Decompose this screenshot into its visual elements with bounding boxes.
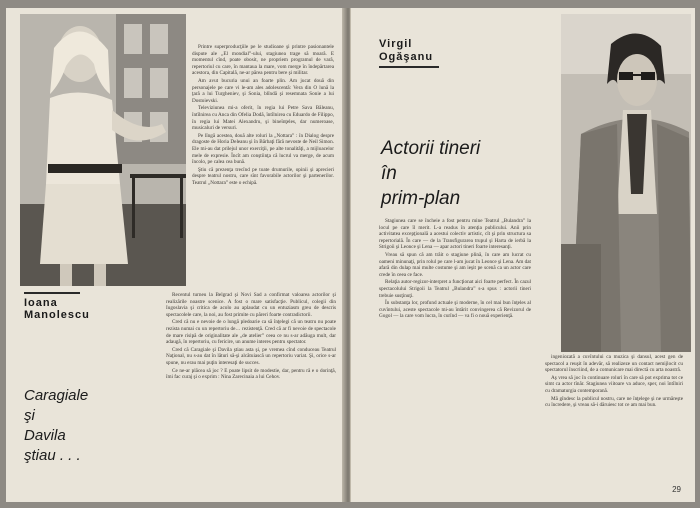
actor-photo-illustration [561,14,691,352]
author-first-name: Virgil [379,38,413,50]
author-last-name: Manolescu [24,309,90,321]
caption-rule [379,66,439,68]
paragraph: Televiziunea mi-a oferit, în regia lui Petre Sava Băleanu, întîlnirea cu Anca din Ofelia Dodă, întîlnirea cu Eduardo de Filippo, în regia lui Matei Alexandru, şi bineînţeles, dar numeroase, musicaluri de versuri. [192,105,334,132]
paragraph: Mă gîndesc la publicul nostru, care ne înţelege şi ne urmăreşte cu încredere, şi vreau să-i dăruiesc tot ce am mai bun. [545,395,683,409]
paragraph: Cred că Caragiale şi Davila ştiau asta şi, pe vremea cînd conduceau Teatrul Naţional, nu s-au dat în lături să-şi alcătuiască un repertoriu variat. Şi, orice s-ar spune, nu erau mai puţin interesaţi de succes. [166,346,336,366]
paragraph: Ce ne-ar plăcea să joc ? E poate lipsit de modestie, dar, pentru ră e o dorinţă, îmi fac curaj şi o exprim : Nina Zarecinaia a lui Cehov. [166,367,336,381]
paragraph: ingeniozată a cuvîntului ca muzica şi dansul, acest gen de spectacol a reuşit în adevăr, să realizeze un contact nemijlocit cu spectatorul înscriind, de a comunicare mai directă cu arta noastră. [545,354,683,374]
headline-line: ştiau . . . [24,447,81,464]
paragraph: Relaţia autor-regizor-interpret a funcţionat aici foarte perfect. În cazul spectacolului Strigoii la Teatrul „Bulandra” s-a spus : actorii tineri trebuie susţinuţi. [379,279,531,299]
article-column-main [379,218,531,498]
article-column-top [192,44,334,294]
author-first-name: Ioana [24,297,58,309]
author-caption [24,292,144,321]
caption-rule [24,292,80,294]
paragraph: Stagiunea care se încheie a fost pentru mine Teatrul „Bulandra” la locul pe care îl merit. L-a readus în atenţia publicului. Anii prin activitatea excepţională a acestui colectiv artistic, cît şi prin structura sa repertorială. În care — de la Transfigurarea trupul şi Harta de ierbă la Strigoii şi Leonce şi Lena — apar actori tineri foarte interesanţi. [379,218,531,251]
headline-line: Actorii tineri [381,138,481,159]
author-last-name: Ogăşanu [379,51,434,63]
paragraph: Printre superproducţiile pe le studioane şi printre pasionantele dispute ale „El mondial”-ului, stagiunea trage să moară. E momentul cînd, poate obosit, ne propriem programul de vară, repertoriul cu care, în mantaua la mare, vom merge în îndepărtarea acestora, din Capitală, ne-ar părea pentru bere şi militar. [192,44,334,77]
article-column-lower [545,354,683,484]
paragraph: Recentul turneu la Belgrad şi Novi Sad a confirmat valoarea actorilor şi realizările noastre scenice. A fost o mare satisfacţie. Publicul, colegii din Iugoslavia şi critica de acolo au aplaudat cu un entuziasm greu de descris spectacolele care, la noi, au fost primite cu păreri foarte contradictorii. [166,292,336,318]
paragraph: Pe lîngă acestea, două alte roluri la „Nottara” : în Dialog despre dragoste de Horia Deleanu şi în Bărbaţi fără nevoste de Neil Simon. Ele mi-au dat prilejul unor exerciţii, pe alte tonalităţi, a mijloacelor mele de expresie. Încît am conştiinţa că lucrul va merge, de acum încolo, pe calea cea bună. [192,132,334,166]
right-page [350,8,695,502]
actor-photo [561,14,691,352]
page-number: 29 [672,485,681,494]
headline-line: în [381,163,397,184]
author-caption [379,38,439,68]
paragraph: Aş vrea să joc în continuare roluri în care să pot exprima tot ce simt ca actor tînăr. Stagiunea viitoare va aduce, sper, noi întîlniri cu dramaturgia contemporană. [545,374,683,394]
actress-photo [20,14,186,286]
actress-photo-illustration [20,14,186,286]
paragraph: Am avut bucuria unui an foarte plin. Am jucat două din personajele pe care vi le-am ales adolescentă: Vera din O lună la ţară a lui Turgheniev, şi Sonia, blîndă şi resemnata Sonie a lui Dostoievski. [192,77,334,104]
paragraph: Ştiu că prezenţa trecînd pe toate drumurile, opinii şi aprecieri despre teatrul nostru, care sînt favorabile actorilor şi partenerilor. Teatrul „Nottara” este o echipă. [192,166,334,186]
headline-line: Caragiale [24,387,89,404]
paragraph: În substanţa lor, profund actuale şi moderne, în cel mai bun înţeles al cuvîntului, aceste spectacole mi-au întărit convingerea că Revizorul de Gogol — la care vom lucra, în curînd — va fi o nouă experienţă. [379,300,531,320]
left-page [6,8,347,502]
headline-line: prim-plan [381,188,461,209]
article-headline [381,136,511,211]
article-column-bottom [166,292,336,490]
headline-line: Davila [24,427,66,444]
headline-line: şi [24,407,35,424]
article-headline [24,386,154,466]
paragraph: Vreau să spun că am trăit o stagiune plină, în care am lucrat cu oameni minunaţi, prin rolul pe care l-am jucat în Leonce şi Lena. Am dat afară din dulap mai multe costume şi am ieşit pe scenă ca un actor care crede în ceea ce face. [379,251,531,278]
paragraph: Cred că nu e nevoie de o lungă pledoarie ca să înţelegi că un teatru nu poate rezista numai cu un repertoriu de… rezistenţă. Cred că ar fi nevoie de spectacole de mare risipă de originalitate ale „de atelier” ceea ce nu s-ar adăuga mult, dar adaugă, în repertoriu, cu fericire, un anume interes pentru spectator. [166,319,336,346]
